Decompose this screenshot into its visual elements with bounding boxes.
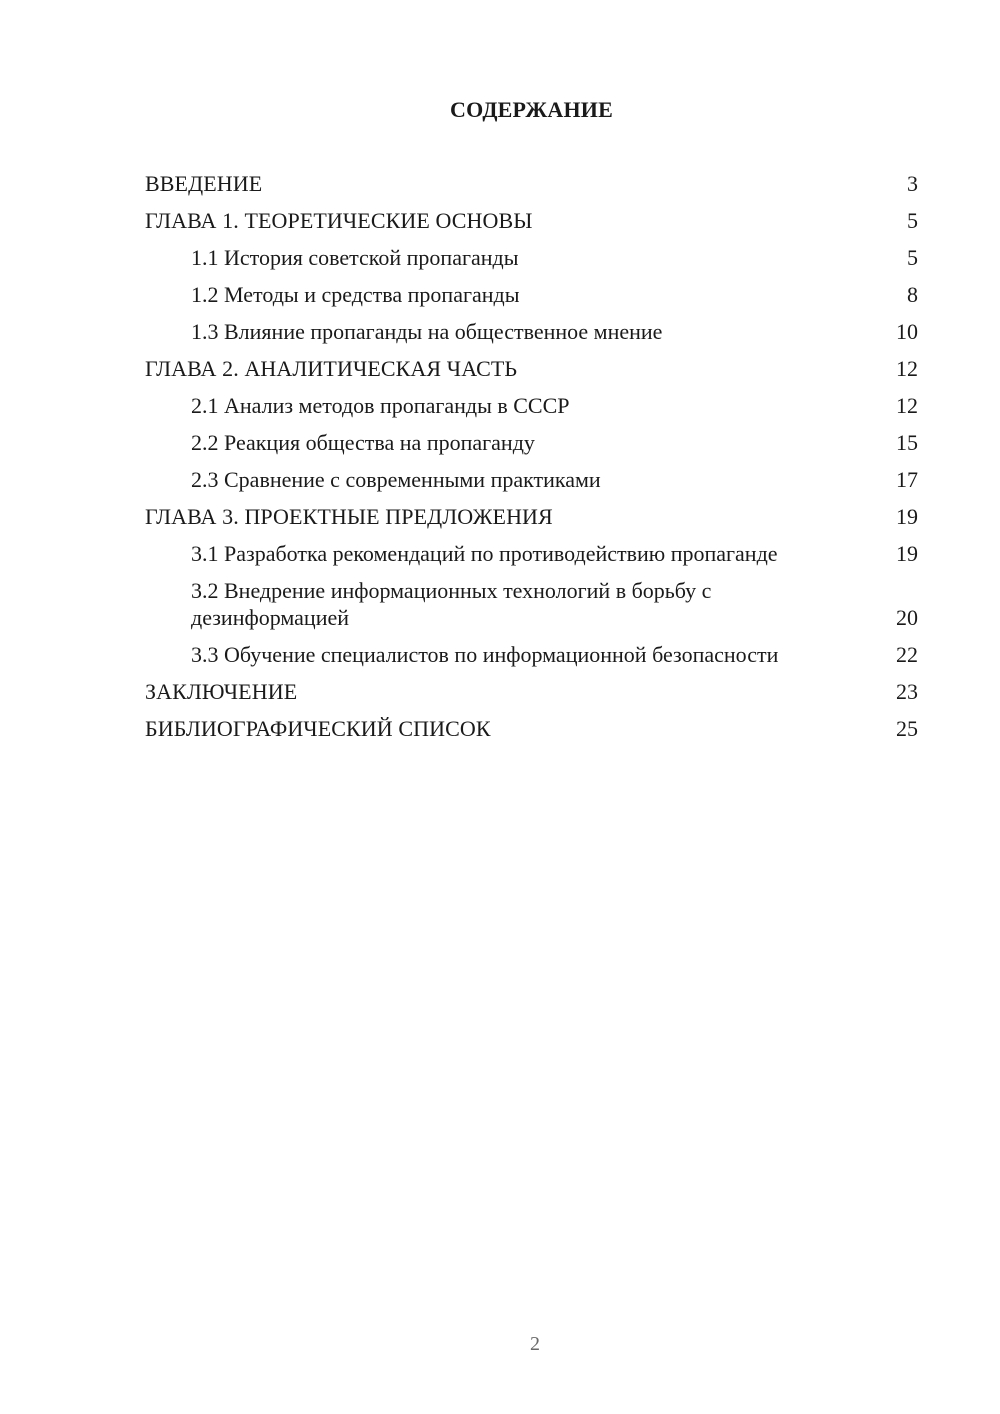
toc-entry-text: 1.2 Методы и средства пропаганды [191, 282, 520, 307]
toc-entry-text: 2.3 Сравнение с современными практиками [191, 467, 601, 492]
toc-subentry[interactable] [145, 318, 918, 345]
toc-subentry[interactable] [145, 392, 918, 419]
toc-subentry[interactable] [145, 244, 918, 271]
toc-subentry[interactable] [145, 540, 918, 567]
toc-entry-page: 25 [896, 716, 918, 741]
toc-entry-text: 1.3 Влияние пропаганды на общественное мнение [191, 319, 663, 344]
page-number: 2 [530, 1333, 540, 1355]
toc-entry-page: 19 [896, 504, 918, 529]
toc-entry[interactable] [145, 503, 918, 530]
toc-entry-text: БИБЛИОГРАФИЧЕСКИЙ СПИСОК [145, 716, 491, 741]
toc-entry-page: 23 [896, 679, 918, 704]
toc-entry[interactable] [145, 207, 918, 234]
toc-entry-text: 1.1 История советской пропаганды [191, 245, 519, 270]
toc-subentry[interactable] [145, 281, 918, 308]
toc-entry-page: 19 [896, 541, 918, 566]
toc-entry-text: 3.1 Разработка рекомендаций по противодействию пропаганде [191, 541, 778, 566]
toc-entry-page: 20 [896, 605, 918, 630]
toc-subentry[interactable] [145, 466, 918, 493]
toc-entry-page: 15 [896, 430, 918, 455]
toc-entry-page: 8 [907, 282, 918, 307]
toc-entry-text: ВВЕДЕНИЕ [145, 171, 263, 196]
toc-entry-page: 22 [896, 642, 918, 667]
toc-subentry[interactable] [145, 429, 918, 456]
toc-entry-text: 3.2 Внедрение информационных технологий в борьбу с дезинформацией [191, 578, 712, 630]
toc-entry-text: 2.1 Анализ методов пропаганды в СССР [191, 393, 570, 418]
page-title: СОДЕРЖАНИЕ [450, 97, 613, 122]
toc-entry[interactable] [145, 715, 918, 742]
toc-entry-text: ГЛАВА 3. ПРОЕКТНЫЕ ПРЕДЛОЖЕНИЯ [145, 504, 553, 529]
toc-entry-text: ГЛАВА 2. АНАЛИТИЧЕСКАЯ ЧАСТЬ [145, 356, 518, 381]
toc-entry-page: 17 [896, 467, 918, 492]
toc-entry-text: 3.3 Обучение специалистов по информационной безопасности [191, 642, 779, 667]
toc-entry-page: 10 [896, 319, 918, 344]
table-of-contents [145, 170, 918, 752]
toc-entry-page: 12 [896, 393, 918, 418]
toc-entry[interactable] [145, 678, 918, 705]
toc-entry-page: 12 [896, 356, 918, 381]
toc-entry-page: 5 [907, 245, 918, 270]
toc-entry-text: 2.2 Реакция общества на пропаганду [191, 430, 535, 455]
toc-entry[interactable] [145, 170, 918, 197]
toc-entry[interactable] [145, 355, 918, 382]
toc-entry-page: 5 [907, 208, 918, 233]
toc-subentry[interactable] [145, 577, 918, 631]
toc-subentry[interactable] [145, 641, 918, 668]
toc-entry-text: ГЛАВА 1. ТЕОРЕТИЧЕСКИЕ ОСНОВЫ [145, 208, 533, 233]
toc-entry-page: 3 [907, 171, 918, 196]
toc-entry-text: ЗАКЛЮЧЕНИЕ [145, 679, 298, 704]
